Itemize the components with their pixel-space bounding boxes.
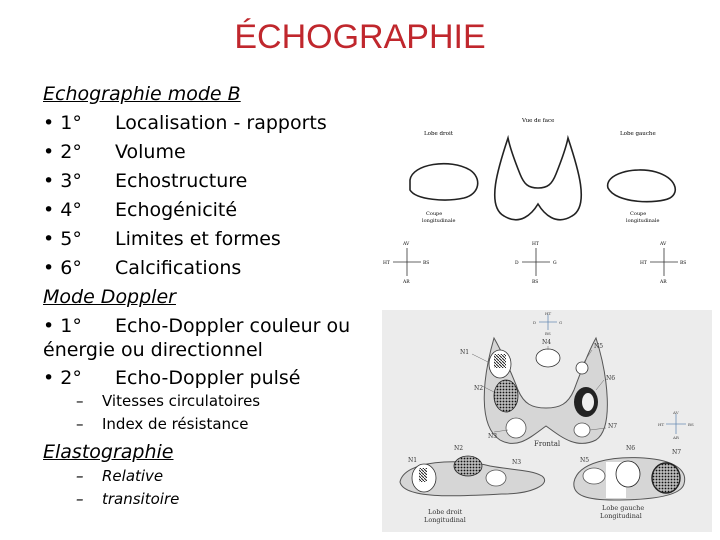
item-number: • 3° — [43, 170, 82, 192]
mode-b-heading: Echographie mode B — [43, 83, 241, 105]
nodule-label: N7 — [608, 423, 618, 430]
item-text: Echo-Doppler couleur ou — [115, 315, 351, 337]
lobe-label: Longitudinal — [424, 516, 466, 524]
orient-label: HT — [658, 422, 665, 427]
orient-label: AV — [403, 242, 410, 247]
item-number: • 2° — [43, 141, 82, 163]
orient-label: AV — [660, 242, 667, 247]
orient-label: AR — [660, 280, 667, 285]
item-text: Limites et formes — [115, 228, 281, 250]
label-lobe-gauche: Lobe gauche — [620, 131, 656, 137]
orient-label: HT — [545, 311, 552, 316]
nodule-n1-hatch — [494, 354, 506, 368]
long-nodule-n1-hatch — [419, 468, 427, 482]
long-nodule-n6 — [616, 461, 640, 487]
nodule-n4 — [536, 349, 560, 367]
item-text: Localisation - rapports — [115, 112, 327, 134]
orient-label: BS — [532, 280, 539, 285]
nodule-label: N3 — [488, 433, 498, 440]
elasto-heading: Elastographie — [43, 441, 174, 463]
subitem-text: transitoire — [102, 490, 180, 508]
item-number: • 6° — [43, 257, 82, 279]
elasto-subitem-2 — [76, 488, 179, 511]
mode-b-item-2 — [43, 138, 186, 167]
mode-b-item-1 — [43, 109, 327, 138]
nodule-label: N5 — [594, 343, 604, 350]
label-coupe: Coupe — [630, 211, 647, 217]
nodule-n2 — [494, 380, 518, 412]
orient-label: HT — [640, 261, 647, 266]
nodule-label: N2 — [474, 385, 484, 392]
doppler-subitem-2 — [76, 413, 249, 436]
orient-label: G — [553, 261, 557, 266]
doppler-item-1-continued: énergie ou directionnel — [43, 339, 263, 361]
thyroid-outline-figure — [380, 108, 700, 304]
item-number: • 4° — [43, 199, 82, 221]
item-number: • 2° — [43, 367, 82, 389]
orient-label: G — [559, 320, 563, 325]
page-title: ÉCHOGRAPHIE — [234, 18, 486, 56]
item-number: • 1° — [43, 315, 82, 337]
label-longitudinale: longitudinale — [626, 218, 660, 224]
orient-label: BS — [545, 331, 551, 336]
nodule-n3 — [506, 418, 526, 438]
subitem-text: Index de résistance — [102, 415, 249, 433]
nodule-n7 — [574, 423, 590, 437]
frontal-label: Frontal — [534, 440, 561, 448]
mode-b-item-5 — [43, 225, 281, 254]
nodule-label: N6 — [626, 445, 636, 452]
dash-marker: – — [76, 490, 84, 508]
dash-marker: – — [76, 467, 84, 485]
lobe-label: Longitudinal — [600, 512, 642, 520]
long-nodule-n5 — [583, 468, 605, 484]
doppler-item-2 — [43, 364, 301, 393]
orient-label: BS — [423, 261, 430, 266]
nodule-label: N3 — [512, 459, 522, 466]
orient-label: HT — [383, 261, 390, 266]
doppler-subitem-1 — [76, 390, 260, 413]
orient-label: BS — [688, 422, 694, 427]
item-text: Volume — [115, 141, 186, 163]
label-longitudinale: longitudinale — [422, 218, 456, 224]
item-number: • 1° — [43, 112, 82, 134]
item-text: Echogénicité — [115, 199, 238, 221]
nodule-label: N4 — [542, 339, 552, 346]
item-text: Calcifications — [115, 257, 242, 279]
orient-label: D — [515, 261, 519, 266]
nodule-label: N1 — [460, 349, 470, 356]
long-nodule-n3 — [486, 470, 506, 486]
mode-b-item-3 — [43, 167, 247, 196]
nodule-n6-core — [582, 393, 594, 411]
item-text: Echostructure — [115, 170, 248, 192]
lobe-label: Lobe droit — [428, 508, 463, 516]
dash-marker: – — [76, 392, 84, 410]
nodule-label: N2 — [454, 445, 464, 452]
nodule-label: N6 — [606, 375, 616, 382]
orient-label: BS — [680, 261, 687, 266]
nodule-label: N1 — [408, 457, 418, 464]
elasto-subitem-1 — [76, 465, 163, 488]
lobe-label: Lobe gauche — [602, 504, 645, 512]
nodule-label: N5 — [580, 457, 590, 464]
orient-label: HT — [532, 242, 539, 247]
nodule-map-figure — [382, 310, 712, 536]
item-text: Echo-Doppler pulsé — [115, 367, 301, 389]
orient-label: AR — [673, 435, 679, 440]
label-lobe-droit: Lobe droit — [424, 131, 453, 137]
long-nodule-n2 — [454, 456, 482, 476]
nodule-label: N7 — [672, 449, 682, 456]
mode-b-item-6 — [43, 254, 241, 283]
nodule-n5 — [576, 362, 588, 374]
mode-b-item-4 — [43, 196, 237, 225]
orient-label: D — [533, 320, 537, 325]
label-coupe: Coupe — [426, 211, 443, 217]
long-nodule-n7 — [652, 463, 680, 493]
orient-label: AR — [403, 280, 410, 285]
label-vue-de-face: Vue de face — [522, 118, 555, 124]
item-number: • 5° — [43, 228, 82, 250]
subitem-text: Relative — [102, 467, 164, 485]
dash-marker: – — [76, 415, 84, 433]
subitem-text: Vitesses circulatoires — [102, 392, 261, 410]
doppler-heading: Mode Doppler — [43, 286, 176, 308]
orient-label: AV — [673, 410, 679, 415]
